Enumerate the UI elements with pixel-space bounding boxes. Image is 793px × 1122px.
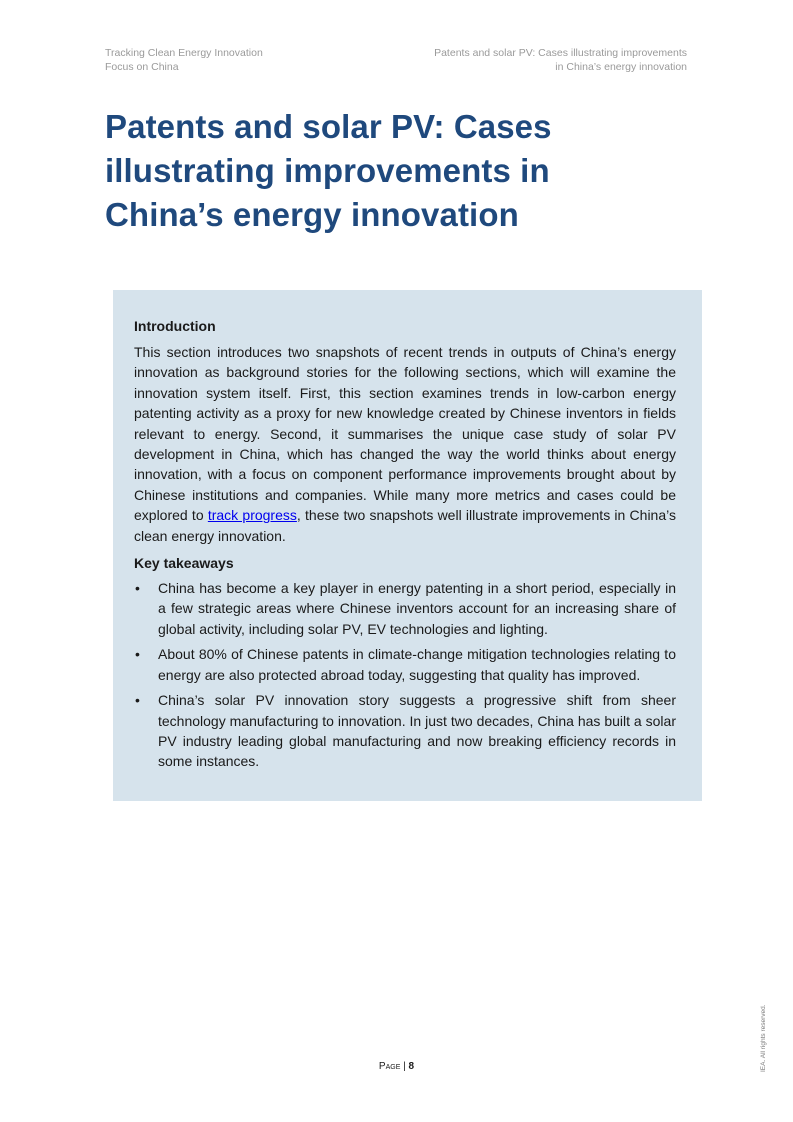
intro-text-before-link: This section introduces two snapshots of recent trends in outputs of China’s energy innovation as background stories for the following sections, which will examine the innovation system itself. First, this section examines trends in low-carbon energy patenting activity as a proxy for new knowledge created by Chinese inventors in fields relevant to energy. Second, it summarises the unique case study of solar PV development in China, which has changed the way the world thinks about energy innovation, with a focus on component performance improvements brought about by Chinese institutions and companies. While many more metrics and cases could be explored to bbox=[134, 344, 676, 524]
bullet-icon: • bbox=[135, 646, 140, 663]
bullet-icon: • bbox=[135, 580, 140, 597]
page-label: Page bbox=[378, 1061, 401, 1072]
key-takeaways-heading: Key takeaways bbox=[134, 555, 234, 572]
header-section-line2: in China’s energy innovation bbox=[555, 61, 687, 73]
intro-text-after-link: , these two snapshots well illustrate improvements in China’s clean energy innovation. bbox=[134, 507, 676, 544]
header-section-line1: Patents and solar PV: Cases illustrating improvements bbox=[434, 47, 687, 59]
bullet-icon: • bbox=[135, 692, 140, 709]
rights-notice: IEA. All rights reserved. bbox=[760, 1004, 767, 1072]
page-separator: | bbox=[400, 1061, 409, 1072]
takeaway-text: China’s solar PV innovation story suggests a progressive shift from sheer technology manufacturing to innovation. In just two decades, China has built a solar PV industry leading global manufacturing and now breaking efficiency records in some instances. bbox=[158, 692, 676, 770]
takeaway-text: China has become a key player in energy patenting in a short period, especially in a few strategic areas where Chinese inventors account for an increasing share of global activity, including solar PV, EV technologies and lighting. bbox=[158, 580, 676, 637]
header-report-subtitle: Focus on China bbox=[105, 61, 179, 73]
key-takeaways-list bbox=[134, 578, 676, 772]
page-number: 8 bbox=[408, 1061, 415, 1072]
header-report-title: Tracking Clean Energy Innovation bbox=[105, 47, 263, 59]
takeaway-item bbox=[134, 690, 676, 772]
summary-box bbox=[113, 290, 702, 801]
running-header-left bbox=[105, 46, 263, 74]
introduction-paragraph bbox=[134, 342, 676, 546]
takeaway-item bbox=[134, 644, 676, 685]
running-header-right bbox=[434, 46, 687, 74]
takeaway-item bbox=[134, 578, 676, 639]
page-title: Patents and solar PV: Cases illustrating improvements in China’s energy innovation bbox=[105, 108, 552, 233]
track-progress-link[interactable]: track progress bbox=[207, 507, 297, 524]
introduction-heading: Introduction bbox=[134, 318, 216, 334]
page-footer bbox=[0, 1061, 793, 1073]
takeaway-text: About 80% of Chinese patents in climate-change mitigation technologies relating to energy are also protected abroad today, suggesting that quality has improved. bbox=[158, 646, 676, 683]
